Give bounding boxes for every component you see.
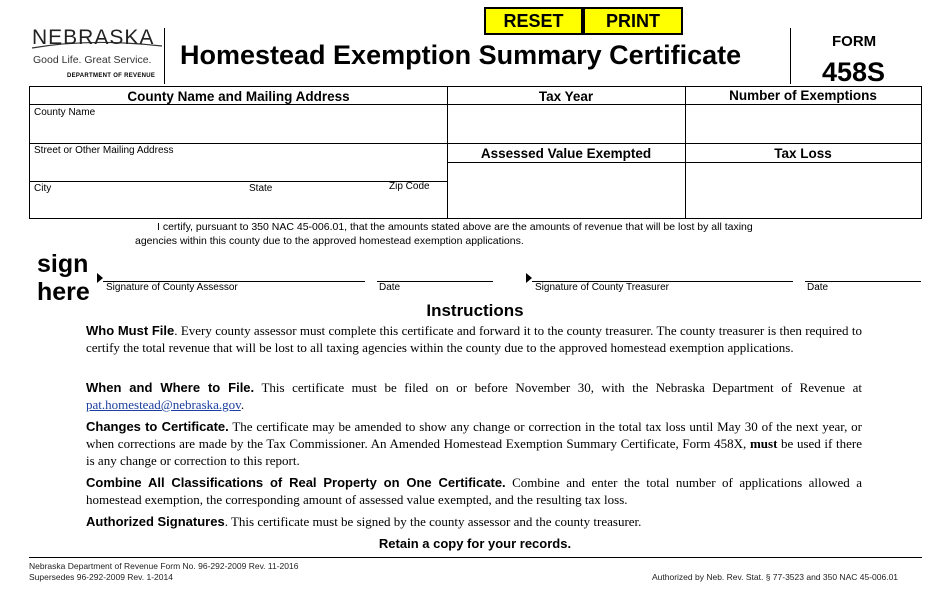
treasurer-signature-label: Signature of County Treasurer [535, 282, 669, 293]
date1-label: Date [379, 282, 401, 293]
address-line-1 [30, 143, 447, 144]
sign-here-label [37, 250, 90, 306]
when-where-text: This certificate must be filed on or before November 30, with the Nebraska Department of Revenue at [254, 380, 862, 395]
date2-label: Date [807, 282, 829, 293]
header-divider-right [790, 28, 791, 84]
combine-paragraph [86, 474, 862, 508]
tax-loss-header: Tax Loss [774, 146, 832, 161]
footer-rule [29, 557, 922, 558]
retain-copy-note: Retain a copy for your records. [378, 536, 572, 551]
footer-supersedes: Supersedes 96-292-2009 Rev. 1-2014 [29, 572, 173, 582]
header-divider-left [164, 28, 165, 84]
form-label: FORM [832, 33, 877, 50]
state-label: State [249, 183, 273, 194]
zip-label: Zip Code [389, 181, 430, 192]
when-where-paragraph [86, 379, 862, 413]
city-label: City [34, 183, 52, 194]
tax-loss-input[interactable] [688, 165, 918, 215]
date1-input[interactable] [378, 263, 493, 281]
changes-heading: Changes to Certificate. [86, 419, 229, 434]
zip-input[interactable] [389, 196, 444, 216]
state-input[interactable] [249, 196, 384, 216]
form-number: 458S [822, 57, 886, 87]
changes-text: The certificate may be amended to show any change or correction in the total tax loss until May 30 of the next year, or when corrections are made by the Tax Commissioner. An Amended Homestead Exemption Summary Certificate, Form 458X, [86, 419, 862, 451]
assessor-signature-label: Signature of County Assessor [106, 282, 238, 293]
email-link[interactable]: pat.homestead@nebraska.gov [86, 397, 241, 412]
sign-here-line-1: sign [37, 250, 89, 278]
when-where-heading: When and Where to File. [86, 380, 255, 395]
county-name-label: County Name [34, 107, 96, 118]
authorized-text: . This certificate must be signed by the county assessor and the county treasurer. [224, 514, 642, 529]
authorized-heading: Authorized Signatures [86, 514, 225, 529]
combine-text: Combine and enter the total number of applications allowed a homestead exemption, the corresponding amount of assessed value exempted, and the resulting tax loss. [86, 475, 863, 507]
grid-mid-line-2 [447, 162, 921, 163]
num-exemptions-input[interactable] [688, 107, 918, 141]
changes-end: be used if there is any change or correction to this report. [86, 436, 862, 468]
street-label: Street or Other Mailing Address [34, 145, 174, 156]
tax-year-input[interactable] [450, 107, 682, 141]
who-must-file-heading: Who Must File [86, 323, 175, 338]
footer-form-number: Nebraska Department of Revenue Form No. 96-292-2009 Rev. 11-2016 [29, 561, 299, 571]
tax-year-header: Tax Year [538, 89, 594, 104]
combine-heading: Combine All Classifications of Real Property on One Certificate. [86, 475, 506, 490]
treasurer-signature-input[interactable] [534, 263, 792, 281]
assessed-value-input[interactable] [450, 165, 682, 215]
date2-input[interactable] [806, 263, 920, 281]
num-exemptions-header: Number of Exemptions [729, 88, 877, 103]
changes-must: must [749, 436, 778, 451]
nebraska-logo [30, 26, 164, 84]
certify-line-1: I certify, pursuant to 350 NAC 45-006.01, that the amounts stated above are the amounts of revenue that will be lost by all taxing [157, 221, 753, 233]
logo-department: DEPARTMENT OF REVENUE [67, 73, 156, 79]
footer-authority: Authorized by Neb. Rev. Stat. § 77-3523 and 350 NAC 45-006.01 [652, 572, 899, 582]
city-input[interactable] [34, 196, 244, 216]
info-grid [29, 86, 922, 219]
reset-button[interactable]: RESET [484, 7, 583, 35]
certify-line-2: agencies within this county due to the approved homestead exemption applications. [135, 235, 524, 247]
changes-paragraph [86, 418, 862, 469]
grid-header-line-right [447, 104, 921, 105]
who-must-file-paragraph [86, 322, 862, 356]
page-title: Homestead Exemption Summary Certificate [180, 40, 742, 70]
street-input[interactable] [34, 159, 444, 179]
instructions-title: Instructions [426, 301, 524, 320]
grid-header-line [30, 104, 447, 105]
logo-tagline: Good Life. Great Service. [33, 54, 152, 66]
assessor-signature-input[interactable] [105, 263, 365, 281]
address-line-2 [30, 181, 447, 182]
county-header: County Name and Mailing Address [127, 89, 350, 104]
print-button[interactable]: PRINT [583, 7, 683, 35]
grid-mid-line [447, 143, 921, 144]
assessed-value-header: Assessed Value Exempted [480, 146, 652, 161]
logo-word: NEBRASKA [32, 26, 155, 49]
sign-here-line-2: here [37, 278, 90, 306]
who-must-file-text: . Every county assessor must complete this certificate and forward it to the county treasurer. The county treasurer is then required to certify the total revenue that will be lost to all taxing agencies within the county due to the approved homestead exemption applications. [86, 323, 862, 355]
authorized-paragraph [86, 513, 862, 530]
when-where-end: . [240, 397, 245, 412]
county-name-input[interactable] [34, 121, 444, 141]
